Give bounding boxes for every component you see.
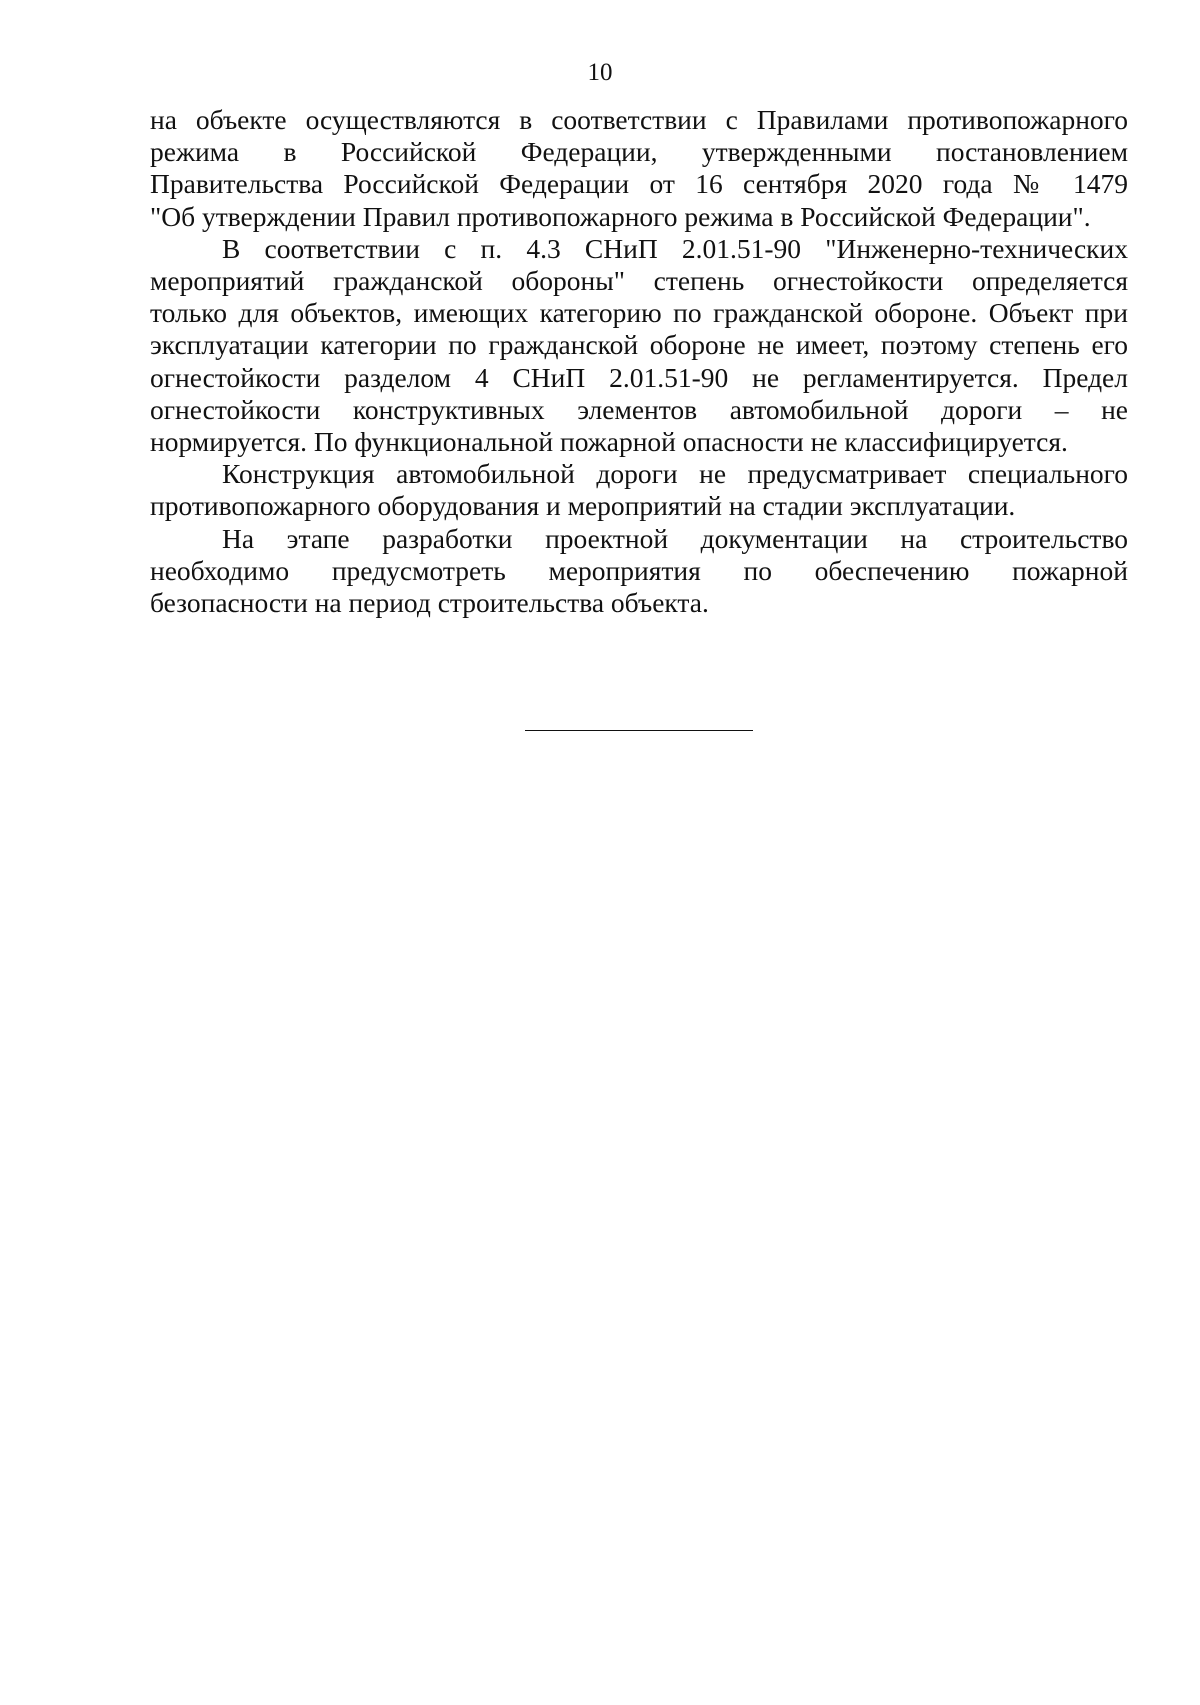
paragraph-fire-resistance: [150, 233, 1128, 458]
text-line: "Об утверждении Правил противопожарного режима в Российской Федерации".: [150, 200, 1091, 232]
text-line: огнестойкости разделом 4 СНиП 2.01.51-90 не регламентируется. Предел: [150, 361, 1128, 393]
paragraph-fire-regime-rules: [150, 104, 1128, 233]
text-line: На этапе разработки проектной документации на строительство: [222, 522, 1128, 554]
text-line: нормируется. По функциональной пожарной опасности не классифицируется.: [150, 426, 1068, 458]
text-line: на объекте осуществляются в соответствии с Правилами противопожарного: [150, 104, 1128, 135]
page-number: 10: [587, 59, 613, 86]
text-line: только для объектов, имеющих категорию по гражданской обороне. Объект при: [150, 297, 1128, 329]
text-line: В соответствии с п. 4.3 СНиП 2.01.51-90 "Инженерно-технических: [222, 232, 1128, 264]
text-line: необходимо предусмотреть мероприятия по обеспечению пожарной: [150, 554, 1128, 586]
document-body: [150, 104, 1128, 619]
text-line: мероприятий гражданской обороны" степень огнестойкости определяется: [150, 265, 1128, 297]
text-line: Конструкция автомобильной дороги не предусматривает специального: [222, 458, 1128, 490]
paragraph-road-construction: [150, 458, 1128, 522]
text-line: безопасности на период строительства объекта.: [150, 587, 709, 619]
text-line: Правительства Российской Федерации от 16 сентября 2020 года № 1479: [150, 168, 1128, 200]
text-line: огнестойкости конструктивных элементов автомобильной дороги – не: [150, 393, 1128, 425]
text-line: противопожарного оборудования и мероприятий на стадии эксплуатации.: [150, 490, 1016, 522]
text-line: эксплуатации категории по гражданской обороне не имеет, поэтому степень его: [150, 329, 1128, 361]
paragraph-construction-safety: [150, 523, 1128, 620]
text-line: режима в Российской Федерации, утвержденными постановлением: [150, 136, 1128, 168]
end-of-document-rule: [525, 730, 753, 731]
